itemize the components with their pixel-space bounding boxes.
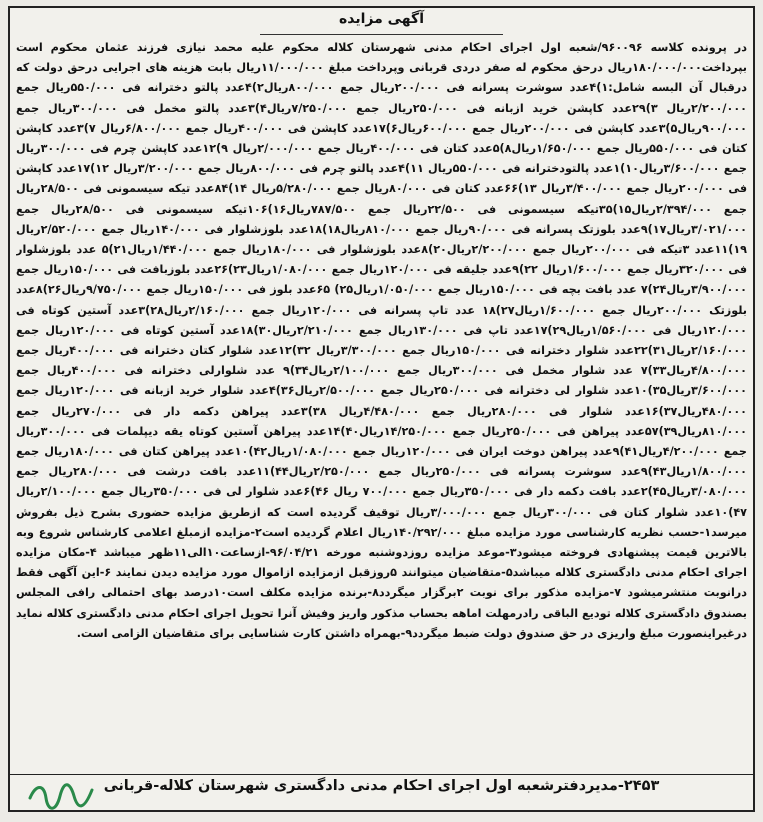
footer-divider <box>10 774 753 775</box>
notice-title: آگهی مزایده <box>338 11 424 27</box>
notice-frame <box>8 6 755 812</box>
notice-body <box>16 38 747 773</box>
notice-signature: ۲۴۵۳-مدیردفترشعبه اول اجرای احکام مدنی دادگستری شهرستان کلاله-قربانی <box>103 778 660 794</box>
handwritten-mark-icon <box>26 776 96 816</box>
notice-body-text: در پرونده کلاسه ۹۶۰۰۹۶/شعبه اول اجرای احکام مدنی شهرستان کلاله محکوم علیه محمد نیازی فرزند عثمان محکوم است بپرداخت۱۸۰/۰۰۰/۰۰۰ریال درحق محکوم له صفر دردی قربانی وپرداخت مبلغ ۱۱/۰۰۰/۰۰۰ریال بابت هزینه های اجرایی درحق دولت که درقبال آن البسه شامل:۱)۴عدد سوشرت پسرانه فی ۲۰۰/۰۰۰ریال جمع ۸۰۰/۰۰۰ریال۲)۴عدد پالتو دخترانه فی ۵۵۰/۰۰۰ریال جمع ۲/۲۰۰/۰۰۰ریال ۳)۲۹عدد کاپشن خرید ازبانه فی ۲۵۰/۰۰۰ریال جمع ۷/۲۵۰/۰۰۰ریال۴)۳عدد پالتو مخمل فی ۳۰۰/۰۰۰ریال جمع ۹۰۰/۰۰۰ریال۵)۳عدد کاپشن فی ۲۰۰/۰۰۰ریال جمع ۶۰۰/۰۰۰ریال۶)۱۷عدد کاپشن فی ۴۰۰/۰۰۰ریال جمع ۶/۸۰۰/۰۰۰ریال ۷)۳عدد کاپشن کتان فی ۵۵۰/۰۰۰ریال جمع ۱/۶۵۰/۰۰۰ریال۸)۵عدد کتان فی ۴۰۰/۰۰۰ریال جمع ۲/۰۰۰/۰۰۰ریال ۹)۱۲عدد کاپشن چرم فی ۳۰۰/۰۰۰ریال جمع ۳/۶۰۰/۰۰۰ریال۱۰)۱عدد پالتودخترانه فی ۵۵۰/۰۰۰ریال ۱۱)۴عدد پالتو چرم فی ۸۰۰/۰۰۰ریال جمع ۳/۲۰۰/۰۰۰ریال ۱۲)۱۷عدد کاپشن فی ۲۰۰/۰۰۰ریال جمع ۳/۴۰۰/۰۰۰ریال ۱۳)۶۶عدد کتان فی ۸۰/۰۰۰ریال جمع ۵/۲۸۰/۰۰۰ریال ۱۴)۸۴عدد تیکه سیسمونی فی ۲۸/۵۰۰ریال جمع ۲/۳۹۴/۰۰۰ریال۱۵)۳۵تیکه سیسمونی فی ۲۲/۵۰۰ریال جمع ۷۸۷/۵۰۰ریال۱۶)۱۰۶تیکه سیسمونی فی ۲۸/۵۰۰ریال جمع ۳/۰۲۱/۰۰۰ریال۱۷)۹عدد بلوزتک پسرانه فی ۹۰/۰۰۰ریال جمع ۸۱۰/۰۰۰ریال۱۸)۱۸عدد بلوزشلوار فی ۱۴۰/۰۰۰ریال جمع ۲/۵۲۰/۰۰۰ریال ۱۹)۱۱عدد ۳تیکه فی ۲۰۰/۰۰۰ریال جمع ۲/۲۰۰/۰۰۰ریال۲۰)۸عدد بلوزشلوار فی ۱۸۰/۰۰۰ریال جمع ۱/۴۴۰/۰۰۰ریال۲۱)۵ عدد بلوزشلوار فی ۳۲۰/۰۰۰ریال جمع ۱/۶۰۰/۰۰۰ریال ۲۲)۹عدد جلیقه فی ۱۲۰/۰۰۰ریال جمع ۱/۰۸۰/۰۰۰ریال۲۳)۲۶عدد بلوزبافت فی ۱۵۰/۰۰۰ریال جمع ۳/۹۰۰/۰۰۰ریال۲۴)۷ عدد بافت بچه فی ۱۵۰/۰۰۰ریال جمع ۱/۰۵۰/۰۰۰ریال۲۵) ۶۵عدد بلوز فی ۱۵۰/۰۰۰ریال جمع ۹/۷۵۰/۰۰۰ریال۲۶)۸عدد بلوزتک ۲۰۰/۰۰۰ریال جمع ۱/۶۰۰/۰۰۰ریال۲۷)۱۸ عدد تاپ پسرانه فی ۱۲۰/۰۰۰ریال جمع ۲/۱۶۰/۰۰۰ریال۲۸)۳عدد آستین کوتاه فی ۱۲۰/۰۰۰ریال فی ۱/۵۶۰/۰۰۰ریال۲۹)۱۷عدد تاپ فی ۱۳۰/۰۰۰ریال جمع ۲/۲۱۰/۰۰۰ریال۳۰)۱۸عدد آستین کوتاه فی ۱۲۰/۰۰۰ریال جمع ۲/۱۶۰/۰۰۰ریال۳۱)۲۲عدد شلوار دخترانه فی ۱۵۰/۰۰۰ریال جمع ۳/۳۰۰/۰۰۰ریال ۳۲)۱۲عدد شلوار کتان دخترانه فی ۴۰۰/۰۰۰ریال جمع ۴/۸۰۰/۰۰۰ریال۳۳)۷ عدد شلوار مخمل فی ۳۰۰/۰۰۰ریال جمع ۲/۱۰۰/۰۰۰ریال۳۴)۹ عدد شلوارلی دخترانه فی ۴۰۰/۰۰۰ریال جمع ۳/۶۰۰/۰۰۰ریال۳۵)۱۰عدد شلوار لی دخترانه فی ۲۵۰/۰۰۰ریال جمع ۲/۵۰۰/۰۰۰ریال۳۶)۴عدد شلوار خرید ازبانه فی ۱۲۰/۰۰۰ریال جمع ۴۸۰/۰۰۰ریال۳۷)۱۶عدد شلوار فی ۲۸۰/۰۰۰ریال جمع ۴/۴۸۰/۰۰۰ریال ۳۸)۳عدد پیراهن دکمه دار فی ۲۷۰/۰۰۰ریال جمع ۸۱۰/۰۰۰ریال۳۹)۵۷عدد پیراهن فی ۲۵۰/۰۰۰ریال جمع ۱۴/۲۵۰/۰۰۰ریال۴۰)۱۴عدد پیراهن آستین کوتاه یقه دیپلمات فی ۳۰۰/۰۰۰ریال جمع ۴/۲۰۰/۰۰۰ریال۴۱)۹عدد پیراهن دوخت ایران فی ۱۲۰/۰۰۰ریال جمع ۱/۰۸۰/۰۰۰ریال۴۲)۱۰عدد پیراهن کتان فی ۱۸۰/۰۰۰ریال جمع ۱/۸۰۰/۰۰۰ریال۴۳)۹عدد سوشرت پسرانه فی ۲۵۰/۰۰۰ریال جمع ۲/۲۵۰/۰۰۰ریال۴۴)۱۱عدد بافت درشت فی ۲۸۰/۰۰۰ریال جمع ۳/۰۸۰/۰۰۰ریال۴۵)۲عدد بافت دکمه دار فی ۳۵۰/۰۰۰ریال جمع ۷۰۰/۰۰۰ ریال ۴۶)۶عدد شلوار لی فی ۳۵۰/۰۰۰ریال جمع ۲/۱۰۰/۰۰۰ریال ۴۷)۱۰عدد شلوار کتان فی ۳۰۰/۰۰۰ریال جمع ۳/۰۰۰/۰۰۰ریال توقیف گردیده است که ازطریق مزایده حضوری بشرح ذیل بفروش میرسد۱-حسب نظریه کارشناسی مورد مزایده مبلغ ۱۴۰/۲۹۲/۰۰۰ریال اعلام گردیده است۲-مزایده ازمبلغ اعلامی کارشناس شروع وبه بالاترین قیمت پیشنهادی فروخته میشود۳-موعد مزایده روزدوشنبه مورخه ۹۶/۰۴/۲۱-ازساعت۱۰الی۱۱ظهر میباشد ۴-مکان مزایده اجرای احکام مدنی دادگستری کلاله میباشد۵-متقاضیان میتوانند ۵روزقبل ازمزایده ازاموال مورد مزایده دیدن نمایند ۶-این آگهی فقط درانوبت منتشرمیشود ۷-مزایده مذکور برای نوبت ۲برگزار میگردد۸-برنده مزایده مکلف است۱۰درصد بهای احتمالی رافی المجلس بصندوق دادگستری کلاله تودیع الباقی رادرمهلت اماهه بحساب مذکور واریز وفیش آنرا تحویل اجرای احکام مدنی دادگستری کلاله نماید درغیراینصورت مبلغ واریزی در حق صندوق دولت ضبط میگردد۹-بهمراه داشتن کارت شناسایی برای متقاضیان الزامی است. <box>16 41 747 640</box>
title-divider <box>260 34 503 35</box>
